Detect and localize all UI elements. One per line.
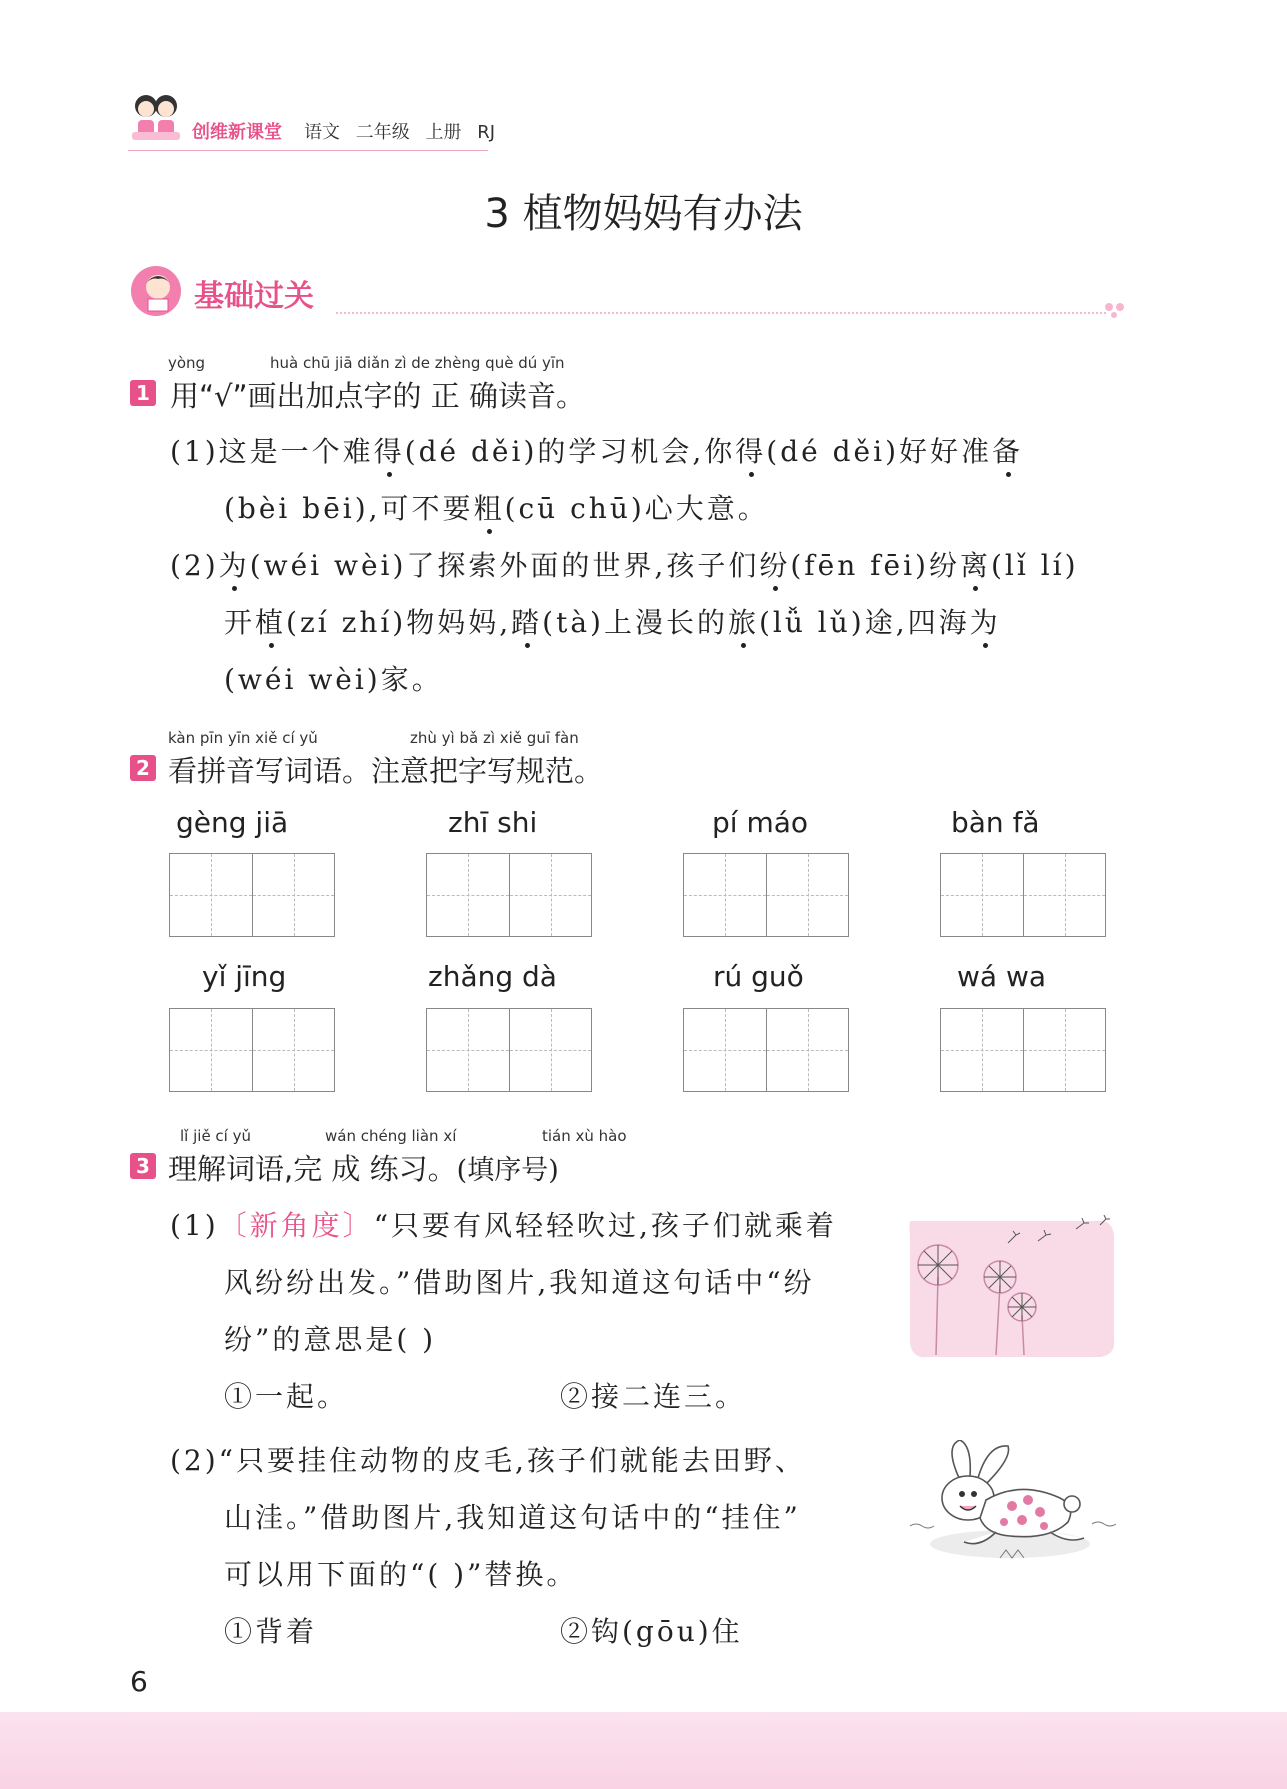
question-number-3: 3 bbox=[130, 1153, 156, 1179]
q1-line-5: (wéi wèi)家。 bbox=[224, 663, 443, 696]
word-pinyin: zhǎng dà bbox=[428, 960, 557, 993]
question-number-1: 1 bbox=[130, 380, 156, 406]
lesson-title: 3 植物妈妈有办法 bbox=[484, 191, 803, 237]
word-pinyin: zhī shi bbox=[448, 806, 538, 839]
q3-p1-line-3[interactable]: 纷”的意思是( ) bbox=[224, 1323, 437, 1356]
question-number-2: 2 bbox=[130, 755, 156, 781]
word-pinyin: pí máo bbox=[712, 806, 809, 839]
q3-p2-line-1: (2)“只要挂住动物的皮毛,孩子们就能去田野、 bbox=[170, 1444, 806, 1477]
volume: 上册 bbox=[425, 122, 462, 143]
q3-p1-option-1[interactable]: ①一起。 bbox=[224, 1380, 349, 1413]
q1-line-4: 开植(zí zhí)物妈妈,踏(tà)上漫长的旅(lǚ lǔ)途,四海为 bbox=[224, 606, 1001, 639]
q2-pinyin-b: zhù yì bǎ zì xiě guī fàn bbox=[410, 729, 579, 747]
q3-p1-option-2[interactable]: ②接二连三。 bbox=[560, 1380, 747, 1413]
section-title: 基础过关 bbox=[194, 279, 314, 314]
q3-p1-line-1: (1)〔新角度〕“只要有风轻轻吹过,孩子们就乘着 bbox=[170, 1209, 837, 1242]
q3-p2-option-2[interactable]: ②钩(gōu)住 bbox=[560, 1615, 743, 1648]
brand-name: 创维新课堂 bbox=[192, 122, 282, 143]
kids-logo-icon bbox=[128, 88, 184, 148]
q3-title: 理解词语,完 成 练习。(填序号) bbox=[168, 1152, 559, 1186]
q3-p2-line-3[interactable]: 可以用下面的“( )”替换。 bbox=[224, 1558, 578, 1591]
q3-p2-line-2: 山洼。”借助图片,我知道这句话中的“挂住” bbox=[224, 1501, 801, 1534]
decor-dots-icon bbox=[1104, 300, 1128, 320]
word-pinyin: gèng jiā bbox=[176, 806, 289, 839]
grade: 二年级 bbox=[355, 122, 410, 143]
q1-line-1: (1)这是一个难得(dé děi)的学习机会,你得(dé děi)好好准备 bbox=[170, 435, 1024, 468]
word-pinyin: wá wa bbox=[957, 960, 1047, 993]
writing-grid[interactable] bbox=[683, 1008, 849, 1092]
footer-band bbox=[0, 1712, 1287, 1789]
q3-p1-line-2: 风纷纷出发。”借助图片,我知道这句话中“纷 bbox=[224, 1266, 815, 1299]
rabbit-illustration bbox=[900, 1440, 1120, 1570]
writing-grid[interactable] bbox=[169, 1008, 335, 1092]
q2-title: 看拼音写词语。注意把字写规范。 bbox=[168, 754, 604, 788]
page-number: 6 bbox=[130, 1665, 148, 1698]
word-pinyin: yǐ jīng bbox=[202, 960, 287, 993]
q2-pinyin-a: kàn pīn yīn xiě cí yǔ bbox=[168, 729, 318, 747]
writing-grid[interactable] bbox=[169, 853, 335, 937]
q1-line-2: (bèi bēi),可不要粗(cū chū)心大意。 bbox=[224, 492, 769, 525]
section-divider bbox=[336, 312, 1106, 314]
q1-line-3: (2)为(wéi wèi)了探索外面的世界,孩子们纷(fēn fēi)纷离(lǐ lí) bbox=[170, 549, 1079, 582]
q1-pinyin-a: yòng bbox=[168, 354, 206, 372]
q1-title: 用“√”画出加点字的 正 确读音。 bbox=[170, 379, 585, 413]
q3-pinyin-b: wán chéng liàn xí bbox=[325, 1127, 457, 1145]
girl-reading-icon bbox=[130, 265, 182, 317]
edition: RJ bbox=[477, 122, 496, 143]
writing-grid[interactable] bbox=[426, 853, 592, 937]
header-divider bbox=[128, 150, 488, 151]
writing-grid[interactable] bbox=[683, 853, 849, 937]
word-pinyin: rú guǒ bbox=[713, 960, 804, 993]
word-pinyin: bàn fǎ bbox=[951, 806, 1040, 839]
q1-pinyin-b: huà chū jiā diǎn zì de zhèng què dú yīn bbox=[270, 354, 565, 372]
book-meta bbox=[304, 118, 505, 144]
writing-grid[interactable] bbox=[426, 1008, 592, 1092]
dandelion-illustration bbox=[904, 1215, 1118, 1363]
q3-pinyin-c: tián xù hào bbox=[542, 1127, 627, 1145]
writing-grid[interactable] bbox=[940, 853, 1106, 937]
new-angle-tag: 〔新角度〕 bbox=[218, 1209, 374, 1242]
subject: 语文 bbox=[304, 122, 340, 143]
writing-grid[interactable] bbox=[940, 1008, 1106, 1092]
q3-p2-option-1[interactable]: ①背着 bbox=[224, 1615, 318, 1648]
q3-pinyin-a: lǐ jiě cí yǔ bbox=[180, 1127, 252, 1145]
